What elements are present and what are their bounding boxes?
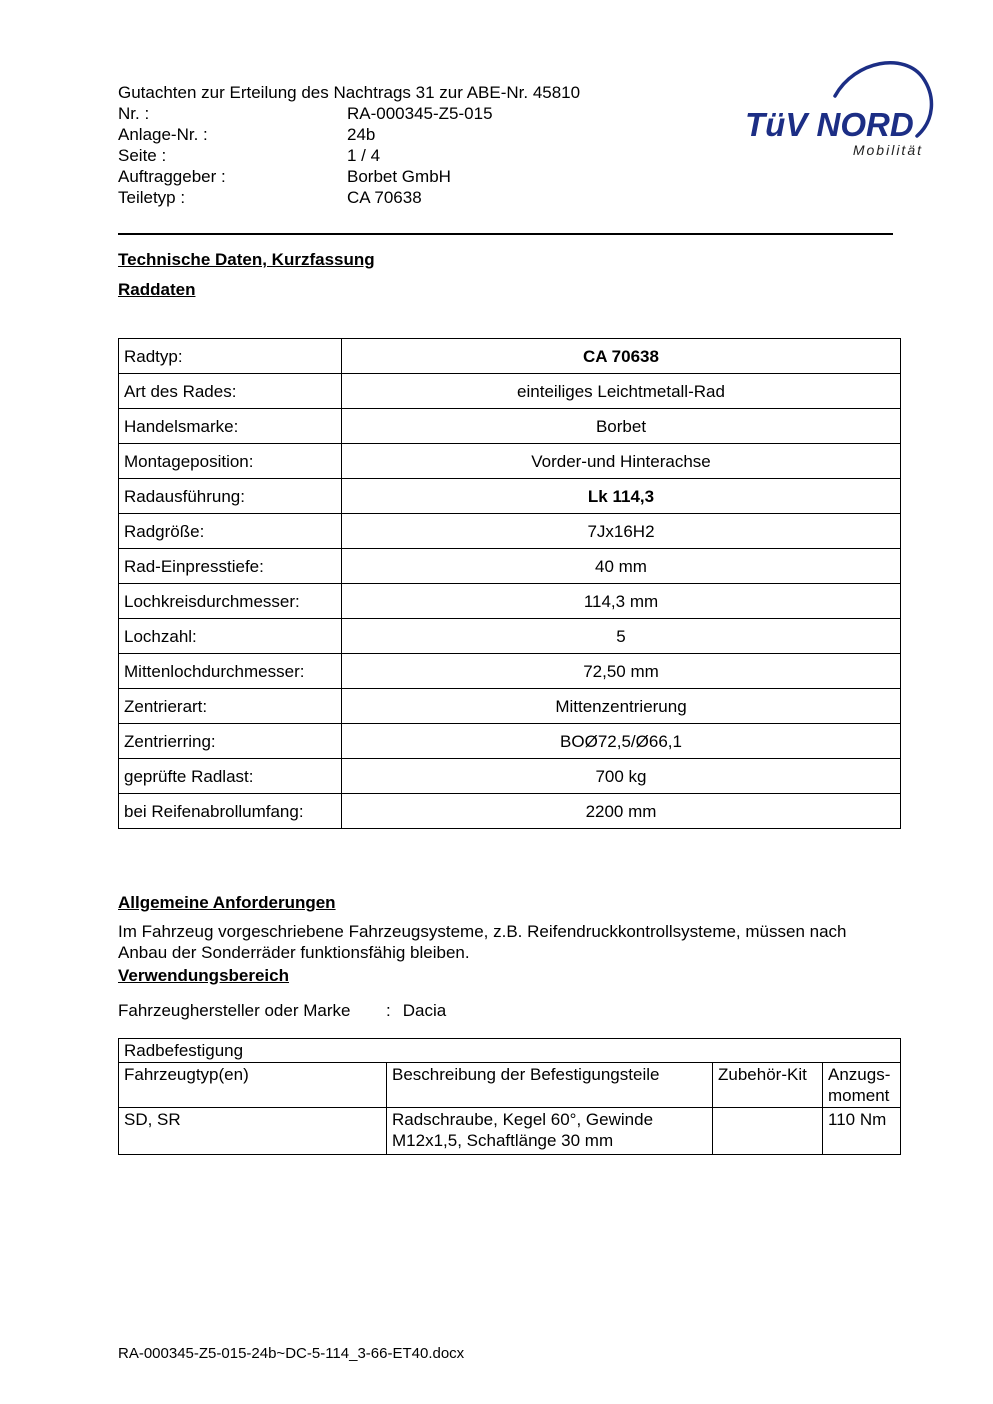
field-value: CA 70638	[347, 188, 422, 207]
radbefestigung-zubehoer	[713, 1108, 823, 1155]
field-label: Seite :	[118, 146, 167, 165]
radbefestigung-typ: SD, SR	[119, 1108, 387, 1155]
raddaten-value: Lk 114,3	[342, 479, 901, 514]
raddaten-value: Vorder-und Hinterachse	[342, 444, 901, 479]
field-label: Auftraggeber :	[118, 167, 226, 186]
raddaten-label: Art des Rades:	[119, 374, 342, 409]
raddaten-value: 7Jx16H2	[342, 514, 901, 549]
raddaten-value: 72,50 mm	[342, 654, 901, 689]
header-field-row	[118, 145, 900, 166]
raddaten-value: 40 mm	[342, 549, 901, 584]
radbefestigung-header-row	[119, 1063, 901, 1108]
raddaten-row	[119, 514, 901, 549]
field-value: RA-000345-Z5-015	[347, 104, 493, 123]
raddaten-row	[119, 374, 901, 409]
fahrzeughersteller-colon: :	[386, 1001, 391, 1020]
raddaten-row	[119, 689, 901, 724]
document-footer-filename: RA-000345-Z5-015-24b~DC-5-114_3-66-ET40.docx	[118, 1345, 465, 1362]
radbefestigung-header-beschreibung: Beschreibung der Befestigungsteile	[387, 1063, 713, 1108]
raddaten-value: 700 kg	[342, 759, 901, 794]
raddaten-value: BOØ72,5/Ø66,1	[342, 724, 901, 759]
raddaten-row	[119, 549, 901, 584]
field-label: Nr. :	[118, 104, 150, 123]
raddaten-row	[119, 339, 901, 374]
raddaten-label: Zentrierart:	[119, 689, 342, 724]
field-value: 24b	[347, 125, 376, 144]
fahrzeughersteller-label: Fahrzeughersteller oder Marke	[118, 1001, 351, 1020]
raddaten-value: 114,3 mm	[342, 584, 901, 619]
raddaten-label: Rad-Einpresstiefe:	[119, 549, 342, 584]
radbefestigung-moment: 110 Nm	[823, 1108, 901, 1155]
fahrzeughersteller-value: Dacia	[402, 1001, 447, 1020]
raddaten-label: Radgröße:	[119, 514, 342, 549]
anforderungen-paragraph: Im Fahrzeug vorgeschriebene Fahrzeugsysteme, z.B. Reifendruckkontrollsysteme, müssen nach Anbau der Sonderräder funktionsfähig bleiben.	[118, 922, 847, 962]
raddaten-row	[119, 794, 901, 829]
raddaten-value: 5	[342, 619, 901, 654]
raddaten-label: Lochkreisdurchmesser:	[119, 584, 342, 619]
raddaten-label: Lochzahl:	[119, 619, 342, 654]
raddaten-label: Zentrierring:	[119, 724, 342, 759]
raddaten-label: Montageposition:	[119, 444, 342, 479]
raddaten-table	[118, 338, 901, 829]
raddaten-label: Handelsmarke:	[119, 409, 342, 444]
document-title: Gutachten zur Erteilung des Nachtrags 31 zur ABE-Nr. 45810	[118, 83, 581, 102]
radbefestigung-caption: Radbefestigung	[119, 1039, 901, 1063]
section-heading-allgemeine-anforderungen: Allgemeine Anforderungen	[118, 893, 336, 912]
radbefestigung-header-anzugsmoment: Anzugs-moment	[823, 1063, 901, 1108]
raddaten-label: Radausführung:	[119, 479, 342, 514]
field-label: Teiletyp :	[118, 188, 186, 207]
radbefestigung-beschreibung: Radschraube, Kegel 60°, Gewinde M12x1,5, Schaftlänge 30 mm	[387, 1108, 713, 1155]
raddaten-label: Radtyp:	[119, 339, 342, 374]
field-value: 1 / 4	[347, 146, 381, 165]
section-heading-raddaten: Raddaten	[118, 280, 196, 299]
radbefestigung-table	[118, 1038, 901, 1155]
raddaten-value: Mittenzentrierung	[342, 689, 901, 724]
raddaten-row	[119, 759, 901, 794]
raddaten-row	[119, 654, 901, 689]
radbefestigung-header-fahrzeugtyp: Fahrzeugtyp(en)	[119, 1063, 387, 1108]
raddaten-row	[119, 619, 901, 654]
raddaten-label: geprüfte Radlast:	[119, 759, 342, 794]
raddaten-row	[119, 409, 901, 444]
logo-tagline: Mobilität	[852, 142, 923, 158]
document-header	[118, 82, 900, 208]
raddaten-row	[119, 444, 901, 479]
document-content	[118, 82, 900, 1155]
raddaten-row	[119, 724, 901, 759]
field-label: Anlage-Nr. :	[118, 125, 208, 144]
header-field-row	[118, 166, 900, 187]
header-divider	[118, 233, 893, 235]
radbefestigung-data-row	[119, 1108, 901, 1155]
header-field-row	[118, 187, 900, 208]
raddaten-row	[119, 584, 901, 619]
header-field-row	[118, 124, 900, 145]
field-value: Borbet GmbH	[347, 167, 451, 186]
raddaten-label: Mittenlochdurchmesser:	[119, 654, 342, 689]
logo-brand-text: TüV NORD	[745, 106, 914, 143]
radbefestigung-header-zubehoer: Zubehör-Kit	[713, 1063, 823, 1108]
section-heading-verwendungsbereich: Verwendungsbereich	[118, 966, 289, 985]
section-heading-technische-daten: Technische Daten, Kurzfassung	[118, 250, 375, 269]
header-field-row	[118, 103, 900, 124]
raddaten-value: Borbet	[342, 409, 901, 444]
raddaten-value: CA 70638	[342, 339, 901, 374]
fahrzeughersteller-line	[118, 1000, 900, 1021]
raddaten-value: einteiliges Leichtmetall-Rad	[342, 374, 901, 409]
radbefestigung-caption-row	[119, 1039, 901, 1063]
raddaten-label: bei Reifenabrollumfang:	[119, 794, 342, 829]
raddaten-row	[119, 479, 901, 514]
raddaten-value: 2200 mm	[342, 794, 901, 829]
